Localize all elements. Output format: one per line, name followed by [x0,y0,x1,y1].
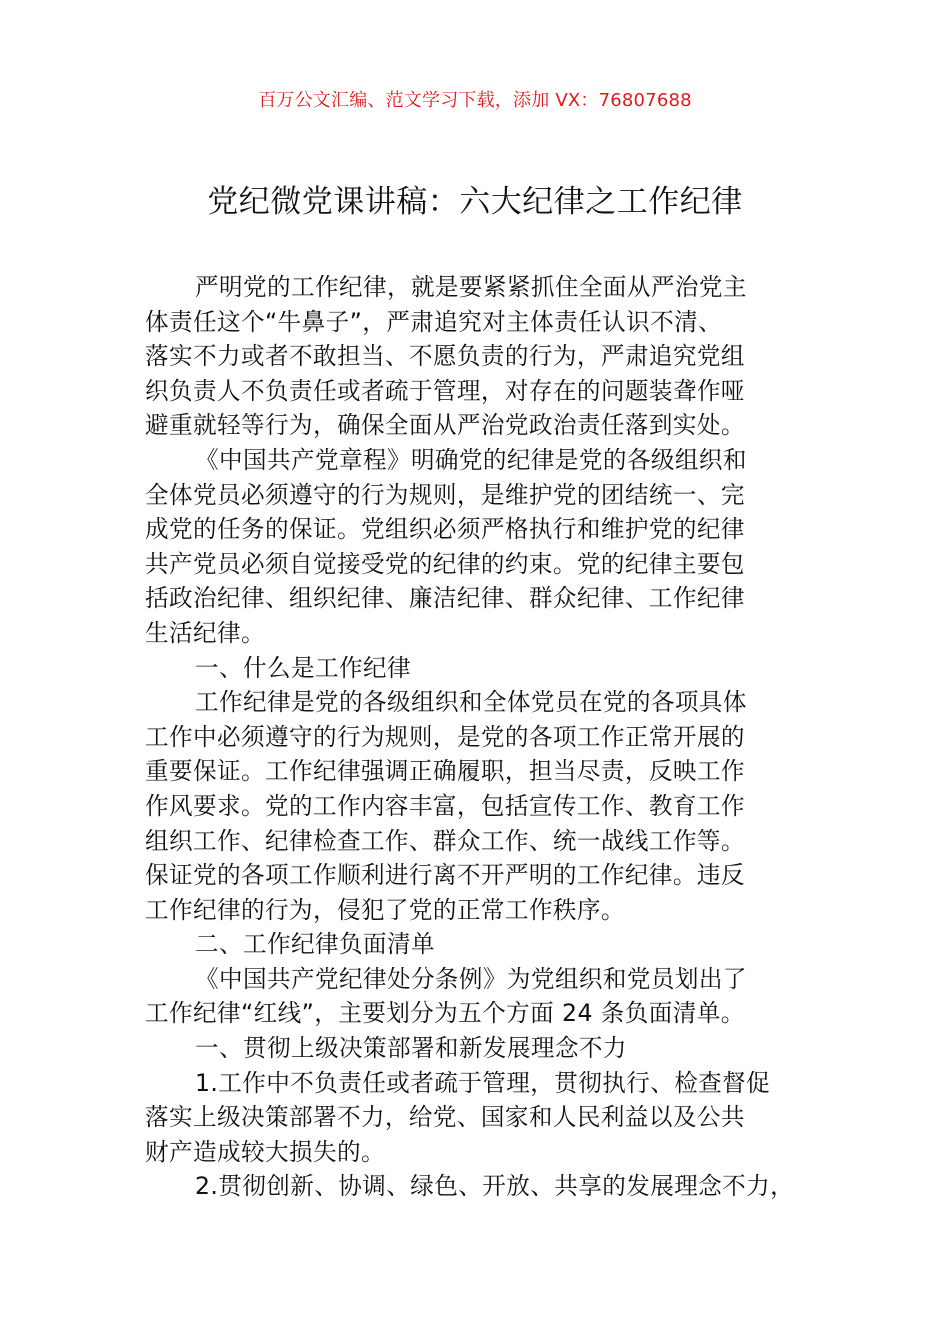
download-notice: 百万公文汇编、范文学习下载，添加 VX：76807688 [258,90,692,111]
text-line: 保证党的各项工作顺利进行离不开严明的工作纪律。违反 [145,861,745,890]
text-line: 作风要求。党的工作内容丰富，包括宣传工作、教育工作 [145,791,745,820]
text-line: 织负责人不负责任或者疏于管理，对存在的问题装聋作哑 [145,376,745,405]
text-line: 生活纪律。 [145,618,265,647]
text-line: 避重就轻等行为，确保全面从严治党政治责任落到实处。 [145,411,745,440]
document-body [145,270,810,1204]
section-heading: 二、工作纪律负面清单 [195,930,435,959]
text-line: 括政治纪律、组织纪律、廉洁纪律、群众纪律、工作纪律 [145,584,745,613]
document-title: 党纪微党课讲稿：六大纪律之工作纪律 [207,184,743,220]
text-line: 工作纪律的行为，侵犯了党的正常工作秩序。 [145,895,625,924]
text-line: 成党的任务的保证。党组织必须严格执行和维护党的纪律 [145,515,745,544]
section-heading: 一、贯彻上级决策部署和新发展理念不力 [195,1034,627,1063]
list-item: 2.贯彻创新、协调、绿色、开放、共享的发展理念不力， [195,1172,795,1201]
text-line: 工作纪律是党的各级组织和全体党员在党的各项具体 [195,688,747,717]
text-line: 落实上级决策部署不力，给党、国家和人民利益以及公共 [145,1103,745,1132]
text-line: 《中国共产党章程》明确党的纪律是党的各级组织和 [195,445,747,474]
list-item: 1.工作中不负责任或者疏于管理，贯彻执行、检查督促 [195,1068,771,1097]
section-heading: 一、什么是工作纪律 [195,653,411,682]
text-line: 财产造成较大损失的。 [145,1137,385,1166]
text-line: 工作纪律“红线”，主要划分为五个方面 24 条负面清单。 [145,999,745,1028]
text-line: 体责任这个“牛鼻子”，严肃追究对主体责任认识不清、 [145,307,723,336]
text-line: 共产党员必须自觉接受党的纪律的约束。党的纪律主要包 [145,549,745,578]
text-line: 《中国共产党纪律处分条例》为党组织和党员划出了 [195,964,747,993]
text-line: 工作中必须遵守的行为规则，是党的各项工作正常开展的 [145,722,745,751]
text-line: 全体党员必须遵守的行为规则，是维护党的团结统一、完 [145,480,745,509]
text-line: 严明党的工作纪律，就是要紧紧抓住全面从严治党主 [195,273,747,301]
text-line: 落实不力或者不敢担当、不愿负责的行为，严肃追究党组 [145,342,745,371]
text-line: 组织工作、纪律检查工作、群众工作、统一战线工作等。 [145,826,745,855]
text-line: 重要保证。工作纪律强调正确履职，担当尽责，反映工作 [145,757,745,786]
